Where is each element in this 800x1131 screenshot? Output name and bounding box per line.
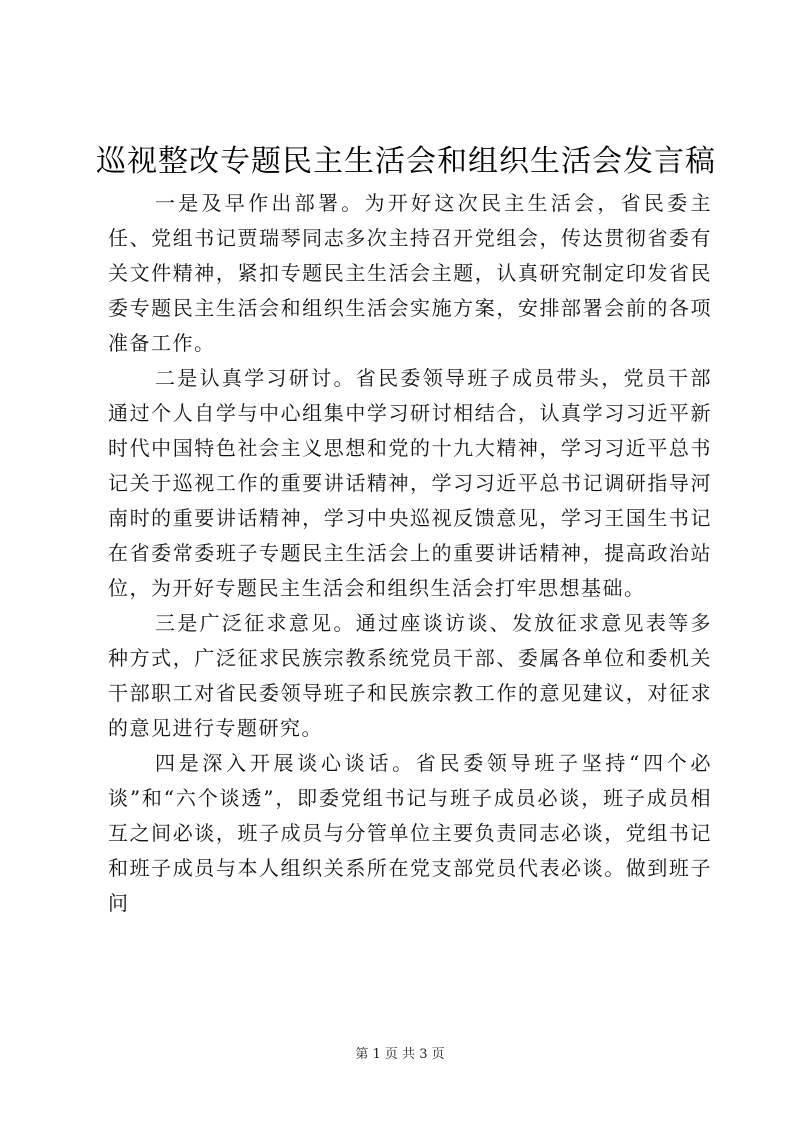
paragraph-1: 一是及早作出部署。为开好这次民主生活会，省民委主任、党组书记贾瑞琴同志多次主持召开党组会，传达贯彻省委有关文件精神，紧扣专题民主生活会主题，认真研究制定印发省民委专题民主生活会和组织生活会实施方案，安排部署会前的各项准备工作。 xyxy=(108,191,712,355)
paragraph-2: 二是认真学习研讨。省民委领导班子成员带头，党员干部通过个人自学与中心组集中学习研讨相结合，认真学习习近平新时代中国特色社会主义思想和党的十九大精神，学习习近平总书记关于巡视工作的重要讲话精神，学习习近平总书记调研指导河南时的重要讲话精神，学习中央巡视反馈意见，学习王国生书记在省委常委班子专题民主生活会上的重要讲话精神，提高政治站位，为开好专题民主生活会和组织生活会打牢思想基础。 xyxy=(108,366,712,600)
paragraph-4: 四是深入开展谈心谈话。省民委领导班子坚持“四个必谈”和“六个谈透”，即委党组书记与班子成员必谈，班子成员相互之间必谈，班子成员与分管单位主要负责同志必谈，党组书记和班子成员与本人组织关系所在党支部党员代表必谈。做到班子问 xyxy=(108,751,712,915)
document-title: 巡视整改专题民主生活会和组织生活会发言稿 xyxy=(96,144,716,179)
paragraph-3: 三是广泛征求意见。通过座谈访谈、发放征求意见表等多种方式，广泛征求民族宗教系统党员干部、委属各单位和委机关干部职工对省民委领导班子和民族宗教工作的意见建议，对征求的意见进行专题研究。 xyxy=(108,611,712,740)
page-number-footer: 第 1 页 共 3 页 xyxy=(355,1047,445,1062)
document-body xyxy=(108,186,712,921)
